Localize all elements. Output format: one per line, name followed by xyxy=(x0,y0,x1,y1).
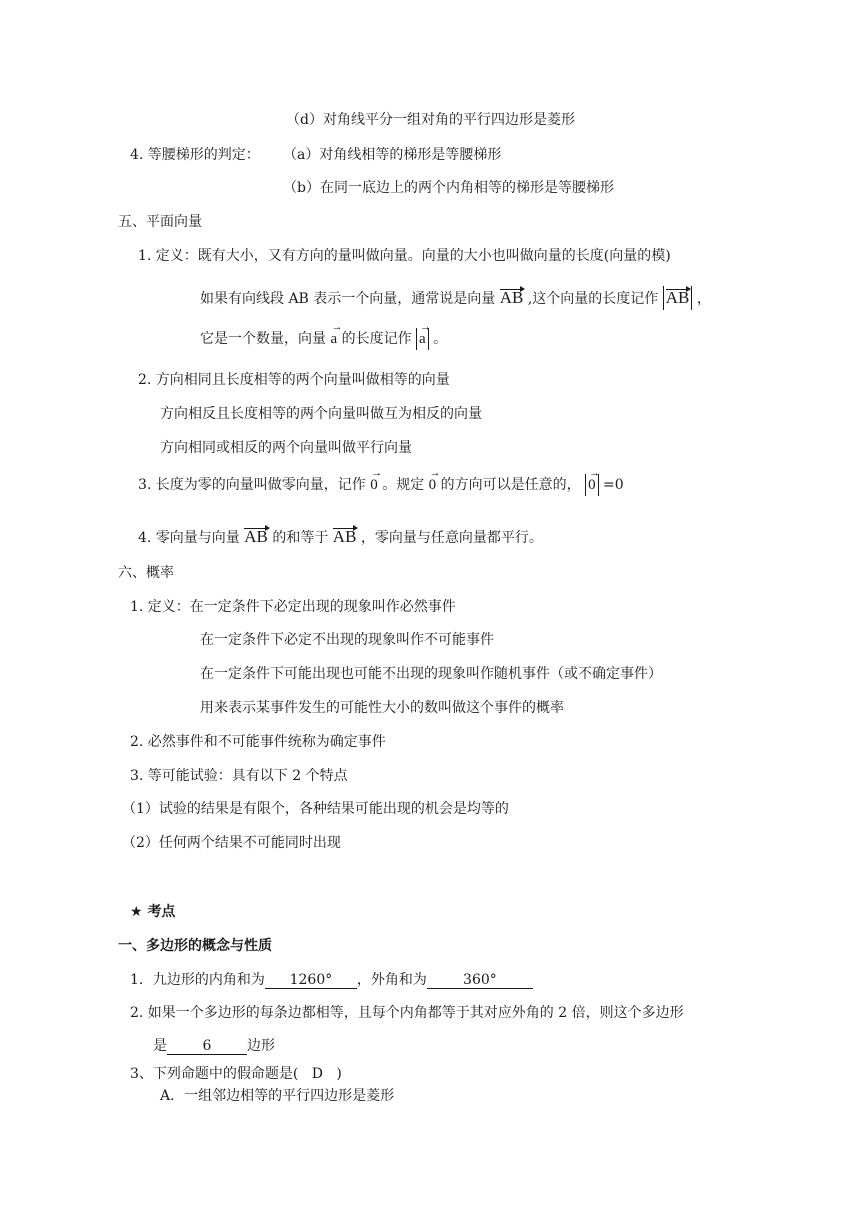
isosceles-criterion-b: （b）在同一底边上的两个内角相等的梯形是等腰梯形 xyxy=(283,180,614,196)
section-6-title: 六、概率 xyxy=(118,565,174,581)
zero-vector-magnitude xyxy=(585,474,599,496)
vector-ab-comma: ， xyxy=(696,291,711,307)
question-1 xyxy=(130,970,533,990)
q2-answer xyxy=(167,1038,247,1055)
exam-points-heading xyxy=(130,902,175,922)
random-event: 在一定条件下可能出现也可能不出现的现象叫作随机事件（或不确定事件） xyxy=(200,666,662,682)
impossible-event: 在一定条件下必定不出现的现象叫作不可能事件 xyxy=(200,632,494,648)
zero-addition-text: 4. 零向量与向量 xyxy=(138,530,240,546)
vector-a-magnitude xyxy=(416,328,429,350)
vector-ab-magnitude xyxy=(663,286,693,310)
zero-vector-symbol-abs: → 0 xyxy=(588,474,596,493)
q1-answer-1 xyxy=(265,972,357,989)
section-5-title: 五、平面向量 xyxy=(118,214,202,230)
exam-points-title: 考点 xyxy=(147,904,176,920)
zero-addition-vector-ab-2: AB xyxy=(332,527,357,546)
zero-vector-addition-line xyxy=(138,525,543,548)
q3-answer: D xyxy=(311,1066,323,1082)
trial-feature-1: （1）试验的结果是有限个，各种结果可能出现的机会是均等的 xyxy=(122,801,509,817)
q3-close-paren: ) xyxy=(336,1066,342,1082)
q3-option-a: A．一组邻边相等的平行四边形是菱形 xyxy=(160,1088,395,1104)
zero-vector-equals: =0 xyxy=(603,477,624,493)
vector-a-length-text: 的长度记作 xyxy=(341,331,412,347)
trial-feature-2: （2）任何两个结果不可能同时出现 xyxy=(122,835,341,851)
vector-ab-symbol-abs: AB xyxy=(665,288,690,307)
zero-addition-end-text: ，零向量与任意向量都平行。 xyxy=(360,530,543,546)
q3-text: 3、下列命题中的假命题是( xyxy=(130,1066,299,1082)
vector-definition: 1. 定义：既有大小，又有方向的量叫做向量。向量的大小也叫做向量的长度(向量的模) xyxy=(138,248,671,264)
vector-ab-text: 如果有向线段 AB 表示一个向量，通常说是向量 xyxy=(200,291,496,307)
q1-text: 1．九边形的内角和为 xyxy=(130,972,265,988)
star-icon: ★ xyxy=(130,904,143,920)
question-2-line-1: 2. 如果一个多边形的每条边都相等，且每个内角都等于其对应外角的 2 倍，则这个多边形 xyxy=(130,1005,684,1021)
zero-vector-direction-text: 的方向可以是任意的， xyxy=(440,477,581,493)
isosceles-criterion-heading: 4. 等腰梯形的判定： xyxy=(130,147,260,163)
question-2-line-2 xyxy=(153,1036,275,1056)
zero-vector-line xyxy=(138,474,624,496)
certain-events: 2. 必然事件和不可能事件统称为确定事件 xyxy=(130,734,386,750)
q1-answer-1-value: 1260° xyxy=(289,972,333,988)
vector-ab-line xyxy=(200,286,711,310)
q2-text: 是 xyxy=(153,1038,167,1054)
parallel-vectors: 方向相同或相反的两个向量叫做平行向量 xyxy=(160,440,412,456)
question-3 xyxy=(130,1064,342,1084)
q1-mid-text: ，外角和为 xyxy=(356,972,427,988)
vector-a-text: 它是一个数量，向量 xyxy=(200,331,326,347)
vector-a-symbol: → a xyxy=(330,328,337,347)
criterion-d-rhombus: （d）对角线平分一组对角的平行四边形是菱形 xyxy=(286,112,575,128)
zero-vector-symbol-2: → 0 xyxy=(429,474,437,493)
q2-post-text: 边形 xyxy=(247,1038,275,1054)
vector-ab-length-text: ,这个向量的长度记作 xyxy=(527,291,659,307)
q2-answer-value: 6 xyxy=(202,1038,212,1054)
equal-trial: 3. 等可能试验：具有以下 2 个特点 xyxy=(130,768,348,784)
opposite-vectors: 方向相反且长度相等的两个向量叫做互为相反的向量 xyxy=(160,406,482,422)
vector-a-period: 。 xyxy=(433,331,448,347)
zero-vector-symbol: → 0 xyxy=(370,474,378,493)
vector-a-symbol-abs: → a xyxy=(419,328,426,347)
vector-a-line xyxy=(200,328,447,350)
q1-answer-2 xyxy=(427,972,533,989)
zero-addition-vector-ab: AB xyxy=(244,527,268,546)
vector-ab-symbol: AB xyxy=(499,288,524,307)
q1-answer-2-value: 360° xyxy=(463,972,497,988)
exam-section-1-title: 一、多边形的概念与性质 xyxy=(118,938,272,954)
equal-vectors: 2. 方向相同且长度相等的两个向量叫做相等的向量 xyxy=(138,372,450,388)
zero-vector-rule-text: 。规定 xyxy=(382,477,425,493)
probability-meaning: 用来表示某事件发生的可能性大小的数叫做这个事件的概率 xyxy=(200,700,564,716)
zero-vector-text: 3. 长度为零的向量叫做零向量，记作 xyxy=(138,477,366,493)
isosceles-criterion-a: （a）对角线相等的梯形是等腰梯形 xyxy=(283,147,502,163)
zero-addition-mid-text: 的和等于 xyxy=(272,530,329,546)
probability-definition: 1. 定义：在一定条件下必定出现的现象叫作必然事件 xyxy=(130,599,456,615)
